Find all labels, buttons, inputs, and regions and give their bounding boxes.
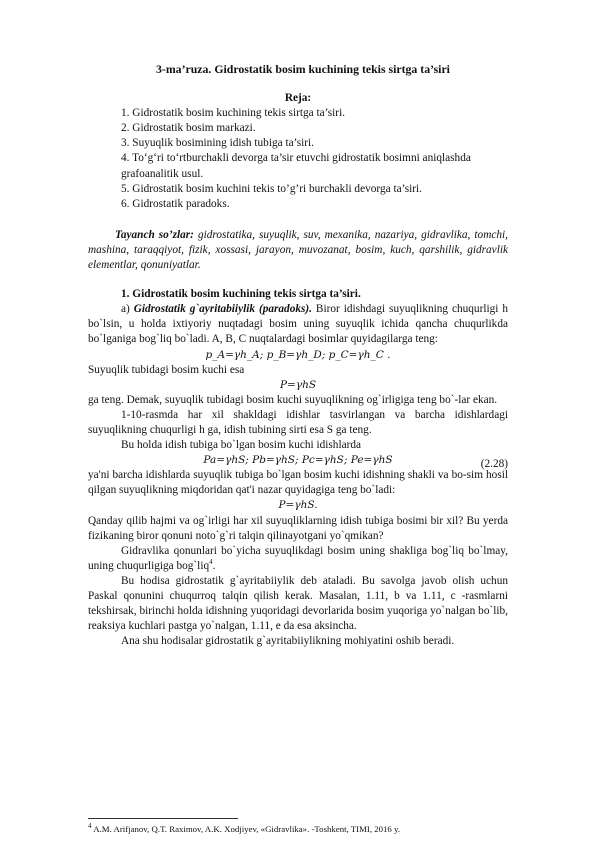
keywords-paragraph (88, 228, 508, 273)
formula-force: P=γhS (279, 378, 317, 391)
footnote-text: A.M. Arifjanov, Q.T. Raximov, A.K. Xodjiyev, «Gidravlika». -Toshkent, TIMI, 2016 y. (93, 824, 401, 834)
equation-number: (2.28) (480, 458, 508, 471)
formula-vessels: Pa=γhS; Pb=γhS; Pc=γhS; Pe=γhS (203, 454, 393, 467)
plan-item: 6. Gidrostatik paradoks. (121, 197, 230, 210)
section-heading: 1. Gidrostatik bosim kuchining tekis sirtga ta’siri. (121, 288, 361, 301)
paragraph-10: Ana shu hodisalar gidrostatik g`ayritabiiylikning mohiyatini oshib beradi. (121, 635, 455, 648)
plan-item: 2. Gidrostatik bosim markazi. (121, 122, 256, 135)
paragraph-a (88, 302, 508, 347)
footnote-number: 4 (88, 822, 92, 831)
plan-item: 4. To‘g‘ri to‘rtburchakli devorga ta’sir etuvchi gidrostatik bosimni aniqlashda grafoanalitik usul. (121, 152, 471, 180)
paragraph-a-term: Gidrostatik g`ayritabiiylik (paradoks). (133, 303, 312, 316)
formula-pressures: p_A=γh_A; p_B=γh_D; p_C=γh_C . (205, 348, 391, 361)
paragraph-a-prefix: a) (121, 303, 134, 316)
paragraph-3: ga teng. Demak, suyuqlik tubidagi bosim kuchi suyuqlikning og`irligiga teng bo`-lar ekan. (88, 393, 498, 406)
plan-heading: Reja: (284, 92, 312, 105)
page-title: 3-ma’ruza. Gidrostatik bosim kuchining tekis sirtga ta’siri (156, 62, 450, 76)
keywords-label: Tayanch so’zlar: (115, 228, 194, 241)
plan-item: 1. Gidrostatik bosim kuchining tekis sirtga ta’siri. (121, 107, 346, 120)
footnote-divider (88, 818, 238, 819)
plan-item: 3. Suyuqlik bosimining idish tubiga ta’siri. (121, 137, 314, 150)
paragraph-7: Qanday qilib hajmi va og`irligi har xil suyuqliklarning idish tubiga bosimi bir xil? Bu yerda fizikaning biror qonuni noto`g`ri talqin qilinayotgani yo`qmikan? (88, 514, 508, 542)
paragraph-8-text: Gidravlika qonunlari bo`yicha suyuqlikdagi bosim uning shakliga bog`liq bo`lmay, uning chuqurligiga bog`liq (88, 544, 508, 572)
plan-item: 5. Gidrostatik bosim kuchini tekis to’g’ri burchakli devorga ta’siri. (121, 182, 422, 195)
paragraph-8: Gidravlika qonunlari bo`yicha suyuqlikdagi bosim uning shakliga bog`liq bo`lmay, uning chuqurligiga bog`liq$^4$. (88, 544, 508, 572)
footnote (88, 824, 508, 835)
paragraph-5: Bu holda idish tubiga bo`lgan bosim kuchi idishlarda (121, 439, 362, 452)
formula-general: P=γhS. (278, 499, 318, 512)
keywords-text: gidrostatika, suyuqlik, suv, mexanika, nazariya, gidravlika, tomchi, mashina, taraqqiyot, fizik, xossasi, jarayon, muvozanat, bosim, kuch, qarshilik, gidravlik elementlar, qonuniyatlar. (88, 228, 508, 272)
paragraph-a-text: Biror idishdagi suyuqlikning chuqurligi h bo`lsin, u holda ixtiyoriy nuqtadagi bosim uning suyuqlik ichida qancha chuqurlikda bo`lganiga bog`liq bo`ladi. A, B, C nuqtalardagi bosimlar quyidagilarga teng: (88, 303, 508, 346)
formula-vessels-row (88, 453, 508, 471)
footnote-reference: 4 (209, 558, 213, 567)
paragraph-4: 1-10-rasmda har xil shakldagi idishlar tasvirlangan va barcha idishlardagi suyuqlikning chuqurligi h ga, idish tubining sirti esa S ga teng. (88, 408, 508, 436)
paragraph-9: Bu hodisa gidrostatik g`ayritabiiylik deb ataladi. Bu savolga javob olish uchun Paskal qonunini chuqurroq talqin qilish kerak. Masalan, 1.11, b va 1.11, c -rasmlarni tekshirsak, birinchi holda idishning yuqoridagi devorlarida bosim yuqoriga yo`nalgan bo`lib, reaksiya kuchlari pastga yo`nalgan, 1.11, e da esa aksincha. (88, 574, 508, 633)
paragraph-2: Suyuqlik tubidagi bosim kuchi esa (88, 363, 245, 376)
page-body (88, 62, 508, 649)
paragraph-6: ya'ni barcha idishlarda suyuqlik tubiga bo`lgan bosim kuchi idishning shakli va bo-sim hosil qilgan suyuqlikning miqdoridan qat'i nazar quyidagiga teng bo`ladi: (88, 469, 508, 497)
plan-list (88, 106, 508, 212)
